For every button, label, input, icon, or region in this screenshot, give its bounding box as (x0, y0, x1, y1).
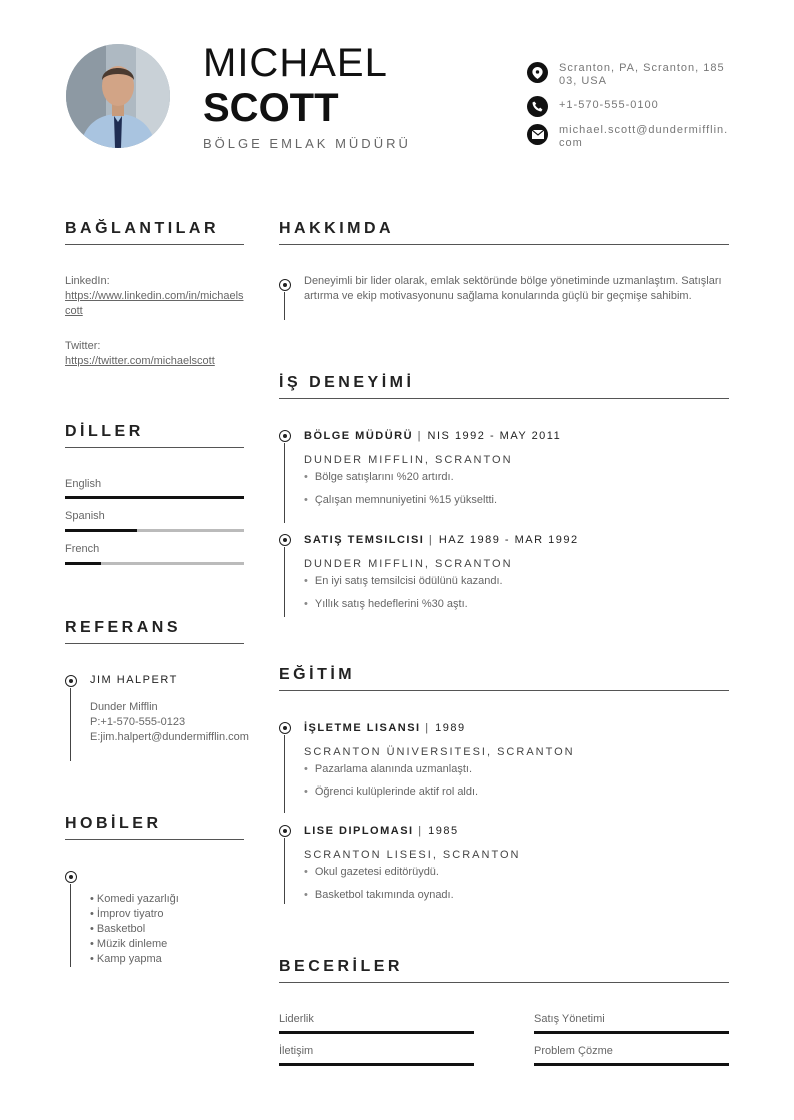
education-heading: İŞLETME LISANSI | 1989 (304, 722, 466, 734)
contact-email[interactable] (527, 124, 729, 150)
languages-title: DİLLER (65, 423, 144, 440)
skills-title: BECERİLER (279, 958, 403, 975)
reference-company: Dunder Mifflin (90, 701, 158, 713)
education-year: 1985 (428, 825, 459, 837)
experience-title: İŞ DENEYİMİ (279, 374, 415, 391)
timeline-marker (65, 675, 77, 687)
hobby-item: • Komedi yazarlığı (90, 893, 179, 905)
experience-company: DUNDER MIFFLIN, SCRANTON (304, 558, 513, 570)
first-name: MICHAEL (203, 41, 388, 85)
experience-bullet: • Çalışan memnuniyetini %15 yükseltti. (304, 494, 497, 506)
language-level-fill (65, 529, 137, 532)
reference-phone: P:+1-570-555-0123 (90, 716, 186, 728)
education-title: EĞİTİM (279, 666, 356, 683)
phone-text: +1-570-555-0100 (559, 99, 659, 111)
language-name: English (65, 478, 102, 490)
experience-role: BÖLGE MÜDÜRÜ (304, 430, 414, 442)
timeline-line (284, 292, 285, 320)
twitter-link[interactable]: https://twitter.com/michaelscott (65, 355, 215, 367)
skill-level-fill (534, 1031, 729, 1034)
skill-name: Liderlik (279, 1013, 314, 1025)
location-pin-icon (527, 62, 548, 83)
education-degree: İŞLETME LISANSI (304, 722, 421, 734)
experience-divider (279, 398, 729, 399)
job-title: BÖLGE EMLAK MÜDÜRÜ (203, 136, 411, 151)
language-level-fill (65, 496, 244, 499)
language-level-bar (65, 496, 244, 499)
skill-level-bar (534, 1063, 729, 1066)
phone-icon (527, 96, 548, 117)
timeline-marker (65, 871, 77, 883)
experience-role: SATIŞ TEMSILCISI (304, 534, 425, 546)
experience-heading: BÖLGE MÜDÜRÜ | NIS 1992 - MAY 2011 (304, 430, 562, 442)
hobby-item: • Basketbol (90, 923, 146, 935)
hobbies-title: HOBİLER (65, 815, 162, 832)
experience-company: DUNDER MIFFLIN, SCRANTON (304, 454, 513, 466)
reference-title: REFERANS (65, 619, 182, 636)
about-divider (279, 244, 729, 245)
languages-divider (65, 447, 244, 448)
connections-divider (65, 244, 244, 245)
education-school: SCRANTON LISESI, SCRANTON (304, 849, 521, 861)
education-bullet: • Okul gazetesi editörüydü. (304, 866, 439, 878)
reference-details (90, 700, 250, 745)
hobbies-divider (65, 839, 244, 840)
reference-divider (65, 643, 244, 644)
skill-level-fill (534, 1063, 729, 1066)
education-divider (279, 690, 729, 691)
linkedin-link[interactable]: https://www.linkedin.com/in/michaelscott (65, 290, 244, 317)
profile-photo (66, 44, 170, 148)
skill-name: Satış Yönetimi (534, 1013, 605, 1025)
contact-phone (527, 96, 729, 117)
timeline-marker (279, 279, 291, 291)
experience-bullet: • Bölge satışlarını %20 artırdı. (304, 471, 454, 483)
language-level-bar (65, 529, 244, 532)
education-bullet: • Pazarlama alanında uzmanlaştı. (304, 763, 472, 775)
about-title: HAKKIMDA (279, 220, 395, 237)
last-name: SCOTT (203, 86, 339, 130)
timeline-line (284, 547, 285, 617)
timeline-marker (279, 534, 291, 546)
timeline-marker (279, 722, 291, 734)
hobbies-list (90, 892, 250, 967)
skill-level-bar (534, 1031, 729, 1034)
experience-bullet: • En iyi satış temsilcisi ödülünü kazandı. (304, 575, 503, 587)
hobby-item: • Kamp yapma (90, 953, 162, 965)
education-bullet: • Öğrenci kulüplerinde aktif rol aldı. (304, 786, 478, 798)
skill-level-bar (279, 1031, 474, 1034)
twitter-label: Twitter: (65, 340, 101, 352)
connections-title: BAĞLANTILAR (65, 220, 220, 237)
reference-email[interactable]: E:jim.halpert@dundermifflin.com (90, 731, 249, 743)
timeline-marker (279, 430, 291, 442)
envelope-icon (527, 124, 548, 145)
skill-level-fill (279, 1063, 474, 1066)
education-heading: LISE DIPLOMASI | 1985 (304, 825, 459, 837)
hobby-item: • Müzik dinleme (90, 938, 168, 950)
linkedin-label: LinkedIn: (65, 275, 110, 287)
skills-divider (279, 982, 729, 983)
skill-level-bar (279, 1063, 474, 1066)
reference-name: JIM HALPERT (90, 674, 178, 686)
linkedin-block (65, 274, 245, 319)
education-bullet: • Basketbol takımında oynadı. (304, 889, 454, 901)
experience-bullet: • Yıllık satış hedeflerini %30 aştı. (304, 598, 468, 610)
education-degree: LISE DIPLOMASI (304, 825, 414, 837)
address-text: Scranton, PA, Scranton, 18503, USA (559, 62, 725, 87)
language-name: French (65, 543, 100, 555)
language-name: Spanish (65, 510, 105, 522)
timeline-line (70, 688, 71, 761)
contact-address (527, 62, 729, 88)
experience-period: HAZ 1989 - MAR 1992 (438, 534, 579, 546)
profile-photo-illustration (66, 44, 170, 148)
language-level-fill (65, 562, 101, 565)
timeline-line (70, 884, 71, 967)
timeline-line (284, 838, 285, 904)
skill-name: Problem Çözme (534, 1045, 613, 1057)
skill-name: İletişim (279, 1045, 314, 1057)
email-text[interactable]: michael.scott@dundermifflin.com (559, 124, 729, 149)
education-year: 1989 (435, 722, 466, 734)
hobby-item: • İmprov tiyatro (90, 908, 164, 920)
timeline-line (284, 735, 285, 813)
twitter-block (65, 339, 255, 369)
education-school: SCRANTON ÜNIVERSITESI, SCRANTON (304, 746, 575, 758)
experience-heading: SATIŞ TEMSILCISI | HAZ 1989 - MAR 1992 (304, 534, 579, 546)
timeline-line (284, 443, 285, 523)
timeline-marker (279, 825, 291, 837)
about-text: Deneyimli bir lider olarak, emlak sektöründe bölge yönetiminde uzmanlaştım. Satışları artırma ve ekip motivasyonunu sağlama konularında güçlü bir geçmişe sahibim. (304, 275, 722, 302)
skill-level-fill (279, 1031, 474, 1034)
experience-period: NIS 1992 - MAY 2011 (427, 430, 562, 442)
language-level-bar (65, 562, 244, 565)
